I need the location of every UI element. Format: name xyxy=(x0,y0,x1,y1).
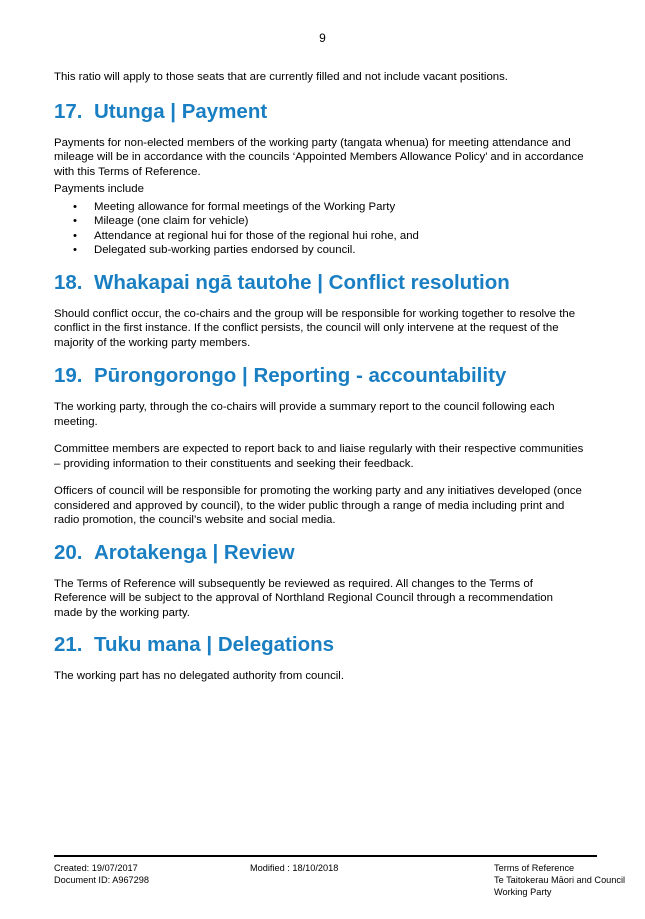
list-item-text: Delegated sub-working parties endorsed by council. xyxy=(94,244,356,256)
section-18-title: Whakapai ngā tautohe | Conflict resolution xyxy=(94,270,510,294)
footer-document-id: Document ID: A967298 xyxy=(54,875,149,885)
footer-left xyxy=(54,862,149,886)
list-item-text: Mileage (one claim for vehicle) xyxy=(94,215,249,227)
list-item-text: Meeting allowance for formal meetings of the Working Party xyxy=(94,200,396,213)
section-21-title: Tuku mana | Delegations xyxy=(94,633,335,656)
section-19-title: Pūrongorongo | Reporting - accountability xyxy=(94,364,507,387)
list-item xyxy=(54,214,584,229)
footer-center xyxy=(250,862,338,874)
section-19-paragraph-3: Officers of council will be responsible for promoting the working party and any initiatives developed (once considered and approved by council), to the wider public through a range of media including print and radio promotion, the council’s website and social media. xyxy=(54,485,582,526)
payments-include-label: Payments include xyxy=(54,183,144,195)
footer-created: Created: 19/07/2017 xyxy=(54,863,138,873)
section-20-paragraph: The Terms of Reference will subsequently be reviewed as required. All changes to the Terms of Reference will be subject to the approval of Northland Regional Council through a recommendation made by the working party. xyxy=(54,577,553,619)
section-17-title: Utunga | Payment xyxy=(94,99,268,123)
footer-right xyxy=(494,862,634,898)
section-18-heading xyxy=(54,271,584,295)
list-item-text: Attendance at regional hui for those of the regional hui rohe, and xyxy=(94,229,419,242)
footer-modified: Modified : 18/10/2018 xyxy=(250,863,339,873)
section-21-heading xyxy=(54,633,584,657)
bullet-icon: • xyxy=(73,215,77,227)
section-18-number: 18. xyxy=(54,270,83,294)
bullet-icon: • xyxy=(73,244,77,256)
list-item xyxy=(54,243,584,258)
section-19-paragraph-2: Committee members are expected to report back to and liaise regularly with their respective communities – providing information to their constituents and seeking their feedback. xyxy=(54,443,584,470)
section-17-heading xyxy=(54,100,584,124)
section-17-paragraph: Payments for non-elected members of the working party (tangata whenua) for meeting attendance and mileage will be in accordance with the councils ‘Appointed Members Allowance Policy’ and in accordance with this Terms of Reference. xyxy=(54,136,584,178)
footer-divider xyxy=(54,855,597,857)
page-content xyxy=(54,70,584,684)
section-20-title: Arotakenga | Review xyxy=(94,540,295,564)
footer-tor-line-1: Terms of Reference xyxy=(494,863,575,873)
section-17-number: 17. xyxy=(54,99,83,123)
list-item xyxy=(54,200,584,215)
section-19-paragraph-1: The working party, through the co-chairs will provide a summary report to the council following each meeting. xyxy=(54,401,555,428)
section-19-heading xyxy=(54,364,584,388)
payments-list xyxy=(54,200,584,258)
bullet-icon: • xyxy=(73,200,77,213)
section-18-paragraph: Should conflict occur, the co-chairs and the group will be responsible for working together to resolve the conflict in the first instance. If the conflict persists, the council will only intervene at the request of the majority of the working party members. xyxy=(54,307,576,349)
section-21-number: 21. xyxy=(54,633,83,656)
bullet-icon: • xyxy=(73,229,77,242)
section-21-paragraph: The working part has no delegated authority from council. xyxy=(54,670,344,682)
footer-tor-line-3: Working Party xyxy=(494,887,552,897)
intro-paragraph: This ratio will apply to those seats that are currently filled and not include vacant positions. xyxy=(54,71,508,83)
section-20-number: 20. xyxy=(54,540,83,564)
section-20-heading xyxy=(54,541,584,565)
list-item xyxy=(54,229,584,244)
footer-tor-line-2: Te Taitokerau Māori and Council xyxy=(494,875,626,885)
page-number: 9 xyxy=(319,31,326,45)
section-19-number: 19. xyxy=(54,364,83,387)
